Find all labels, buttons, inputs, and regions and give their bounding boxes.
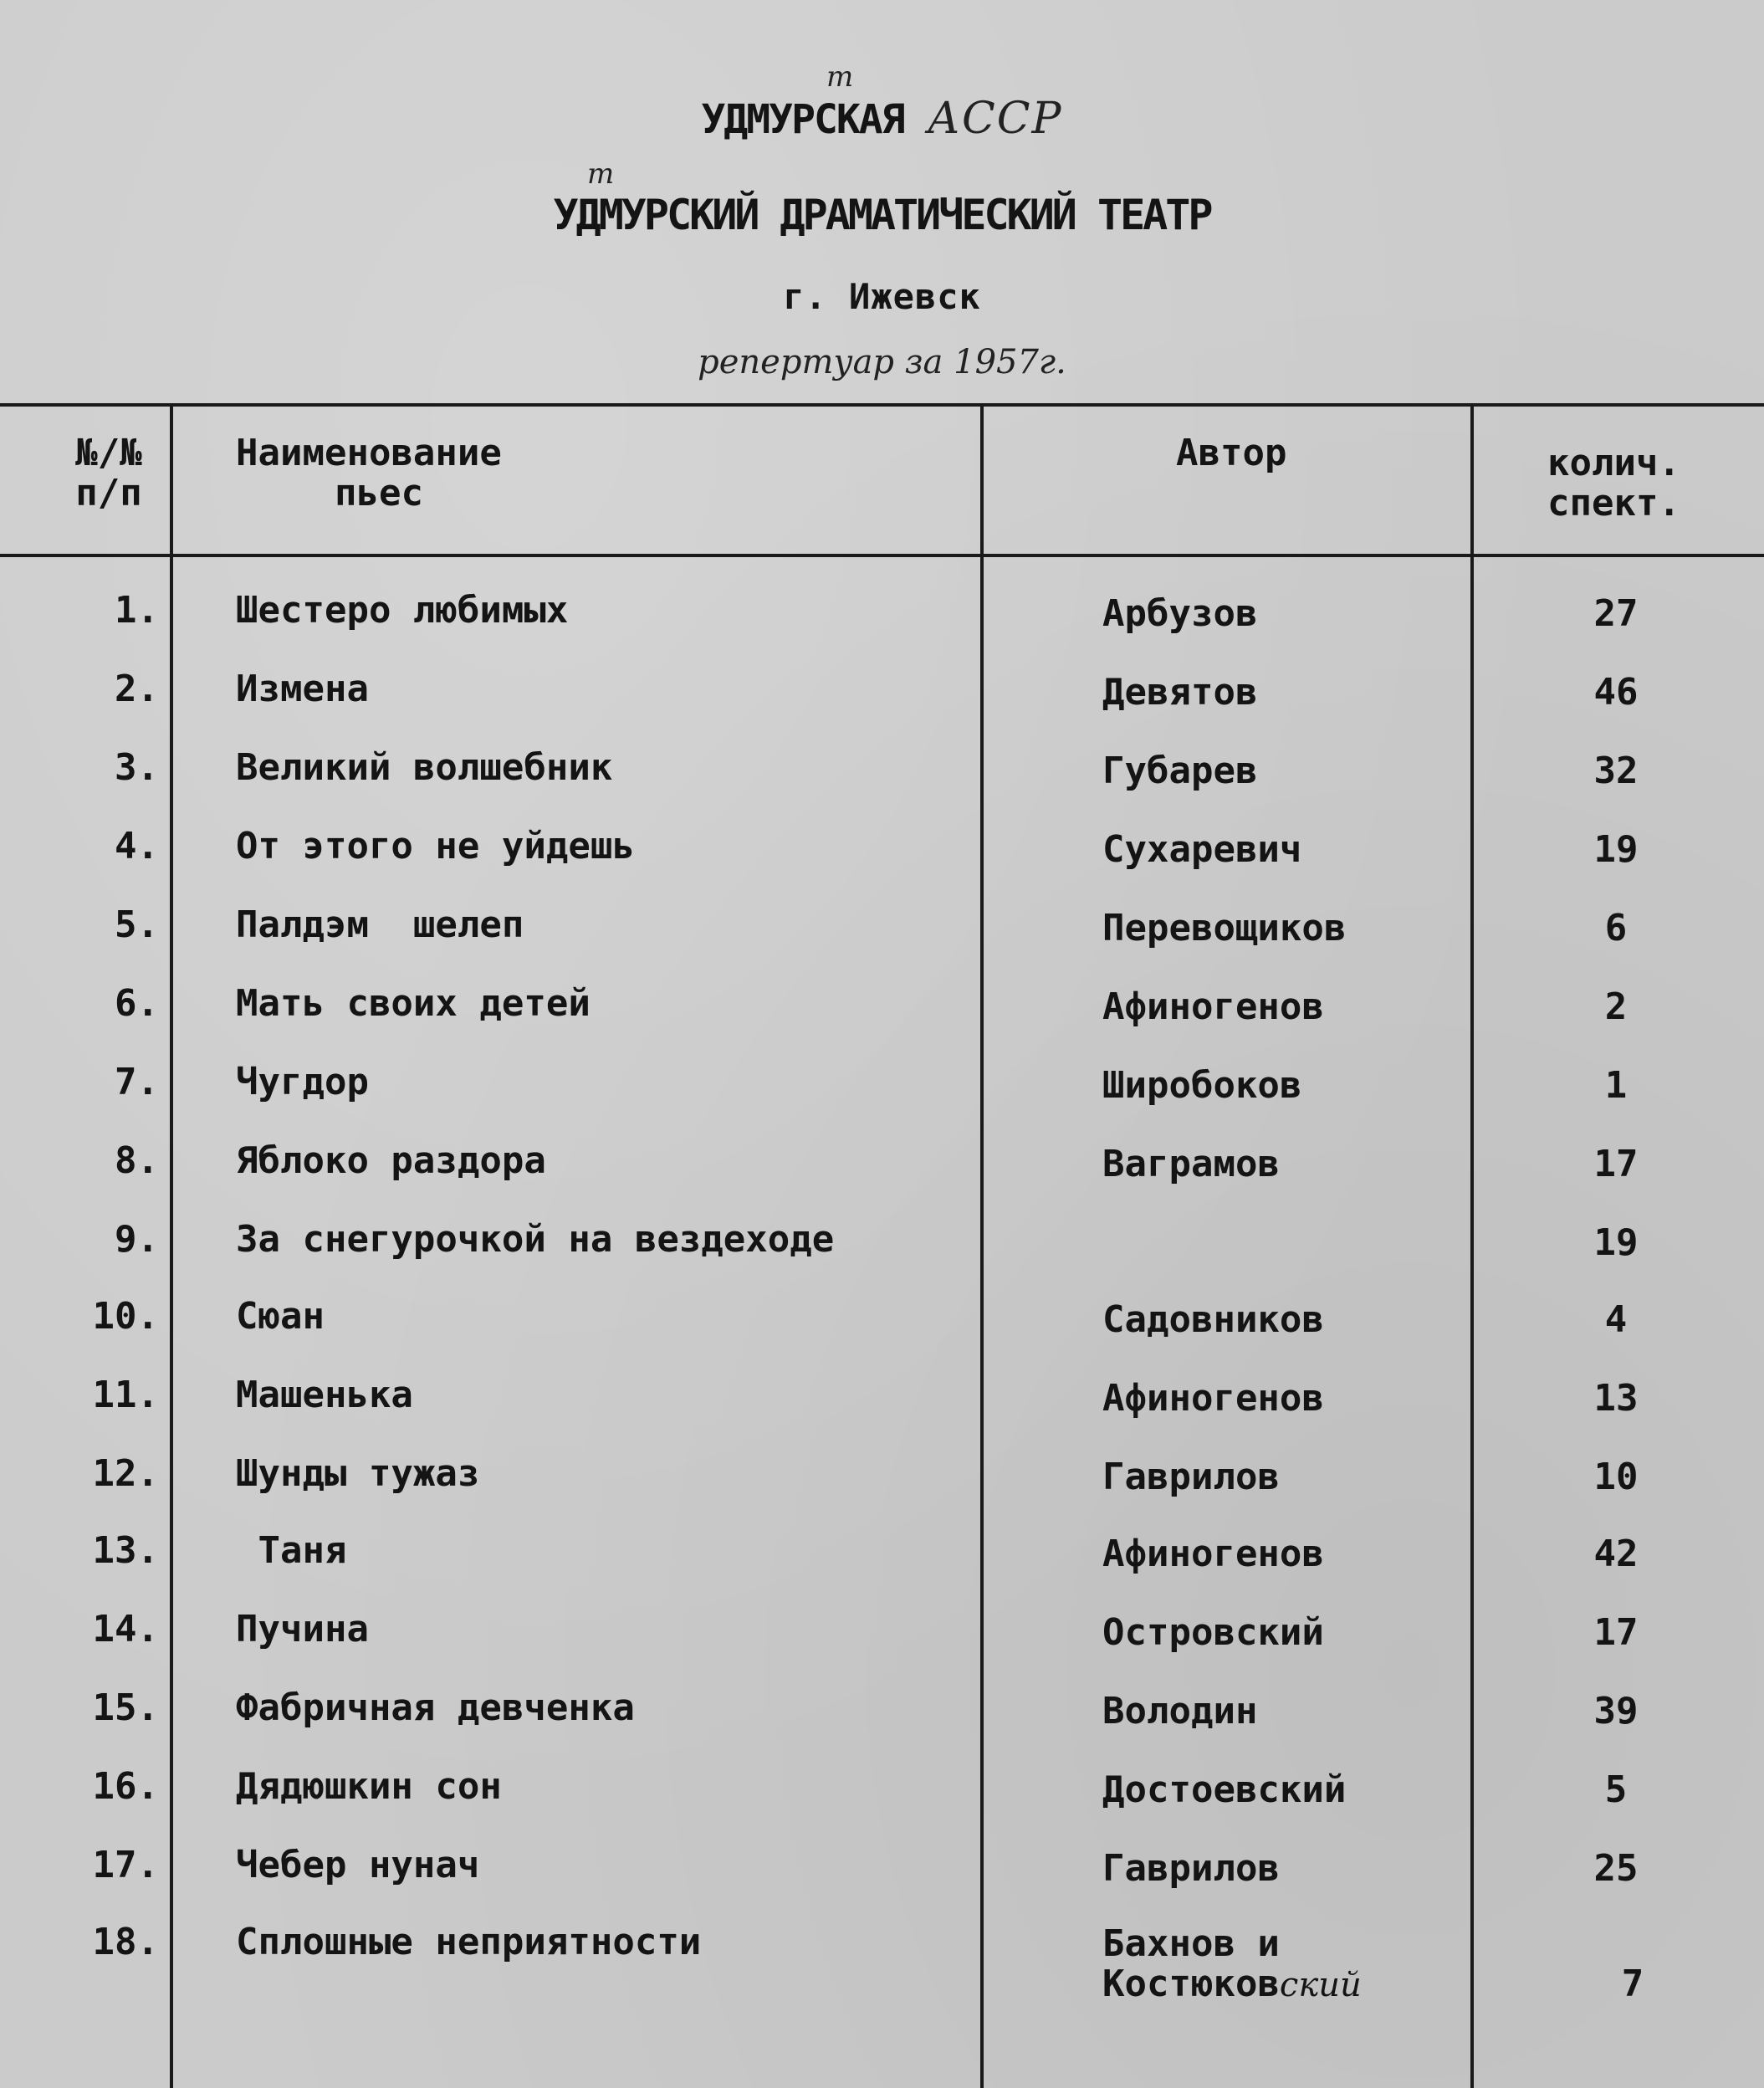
- row-author: Володин: [1102, 1690, 1258, 1732]
- row-number: 5.: [115, 903, 159, 946]
- header-republic: [0, 94, 1764, 144]
- row-author: Островский: [1102, 1611, 1324, 1654]
- handwritten-correction-2: т: [587, 157, 615, 191]
- row-number: 7.: [115, 1061, 159, 1103]
- row-number: 4.: [115, 825, 159, 867]
- row-title: Сюан: [236, 1295, 325, 1338]
- row-author-line2: Костюковский: [1102, 1963, 1362, 2005]
- row-author: Афиногенов: [1102, 1377, 1324, 1420]
- row-title: Палдэм шелеп: [236, 903, 524, 946]
- handwritten-correction-1: т: [826, 60, 854, 94]
- row-title: Великий волшебник: [236, 746, 613, 789]
- row-number: 15.: [92, 1686, 159, 1729]
- row-title: Яблоко раздора: [236, 1139, 546, 1182]
- row-author: Достоевский: [1102, 1768, 1347, 1811]
- table-top-rule: [0, 403, 1764, 407]
- row-count: 39: [1593, 1690, 1639, 1732]
- row-number: 3.: [115, 746, 159, 789]
- header-theatre: УДМУРСКИЙ ДРАМАТИЧЕСКИЙ ТЕАТР: [553, 191, 1211, 239]
- row-title: Машенька: [236, 1374, 413, 1416]
- row-author: [1102, 1924, 1362, 2005]
- row-author-line1: Бахнов и: [1102, 1922, 1280, 1965]
- row-count: 25: [1593, 1847, 1639, 1890]
- row-count: 10: [1593, 1456, 1639, 1498]
- row-count: 7: [1621, 1963, 1644, 2005]
- handwritten-repertoire-text: репертуар за 1957г.: [698, 343, 1066, 381]
- row-count: 17: [1593, 1143, 1639, 1185]
- row-title: От этого не уйдешь: [236, 825, 635, 867]
- row-title: Шунды тужаз: [236, 1452, 480, 1495]
- row-author: Широбоков: [1102, 1064, 1302, 1107]
- row-count: 17: [1593, 1611, 1639, 1654]
- row-author: Гаврилов: [1102, 1456, 1280, 1498]
- row-title: Чугдор: [236, 1061, 369, 1103]
- row-number: 16.: [92, 1765, 159, 1808]
- row-count: 42: [1593, 1533, 1639, 1575]
- row-number: 9.: [115, 1218, 159, 1261]
- row-number: 14.: [92, 1608, 159, 1650]
- row-title: Шестеро любимых: [236, 589, 569, 632]
- row-count: 4: [1604, 1298, 1628, 1341]
- row-number: 17.: [92, 1844, 159, 1886]
- row-count: 27: [1593, 592, 1639, 635]
- column-divider-3: [1470, 405, 1474, 2088]
- row-author: Афиногенов: [1102, 985, 1324, 1028]
- row-title: Чебер нунач: [236, 1844, 480, 1886]
- row-title: Дядюшкин сон: [236, 1765, 502, 1808]
- row-title: Пучина: [236, 1608, 369, 1650]
- row-number: 10.: [92, 1295, 159, 1338]
- row-count: 19: [1593, 828, 1639, 871]
- row-author: Ваграмов: [1102, 1143, 1280, 1185]
- row-number: 2.: [115, 668, 159, 710]
- column-header-author: Автор: [1176, 432, 1287, 474]
- handwritten-repertoire-note: [0, 343, 1764, 381]
- row-number: 6.: [115, 982, 159, 1025]
- column-header-number: №/№ п/п: [75, 432, 142, 514]
- header-city: г. Ижевск: [783, 276, 981, 317]
- row-author: Сухаревич: [1102, 828, 1302, 871]
- row-author: Губарев: [1102, 750, 1258, 792]
- header-republic-typed: УДМУРСКАЯ: [701, 96, 904, 143]
- row-number: 1.: [115, 589, 159, 632]
- row-title: Таня: [236, 1529, 347, 1572]
- row-number: 13.: [92, 1529, 159, 1572]
- table-header-rule: [0, 554, 1764, 557]
- row-count: 46: [1593, 671, 1639, 714]
- row-title: Мать своих детей: [236, 982, 591, 1025]
- row-count: 19: [1593, 1221, 1639, 1264]
- row-title: Фабричная девченка: [236, 1686, 635, 1729]
- row-count: 1: [1604, 1064, 1628, 1107]
- row-count: 2: [1604, 985, 1628, 1028]
- row-title: Сплошные неприятности: [236, 1921, 702, 1963]
- row-count: 32: [1593, 750, 1639, 792]
- row-author: Перевощиков: [1102, 907, 1347, 949]
- row-author: Гаврилов: [1102, 1847, 1280, 1890]
- row-author: Девятов: [1102, 671, 1258, 714]
- row-title: Измена: [236, 668, 369, 710]
- row-count: 13: [1593, 1377, 1639, 1420]
- row-title: За снегурочкой на вездеходе: [236, 1218, 835, 1261]
- row-number: 12.: [92, 1452, 159, 1495]
- row-author: Афиногенов: [1102, 1533, 1324, 1575]
- row-number: 8.: [115, 1139, 159, 1182]
- header-republic-handwritten: АССР: [927, 94, 1063, 144]
- column-header-title: Наименование пьес: [236, 432, 502, 514]
- row-count: 5: [1604, 1768, 1628, 1811]
- row-number: 11.: [92, 1374, 159, 1416]
- row-count: 6: [1604, 907, 1628, 949]
- column-divider-2: [980, 405, 984, 2088]
- row-author: Садовников: [1102, 1298, 1324, 1341]
- row-number: 18.: [92, 1921, 159, 1963]
- column-divider-1: [170, 405, 173, 2088]
- column-header-count: колич. спект.: [1547, 442, 1680, 525]
- row-author-handwritten-ending: ский: [1279, 1966, 1362, 2004]
- row-author: Арбузов: [1102, 592, 1258, 635]
